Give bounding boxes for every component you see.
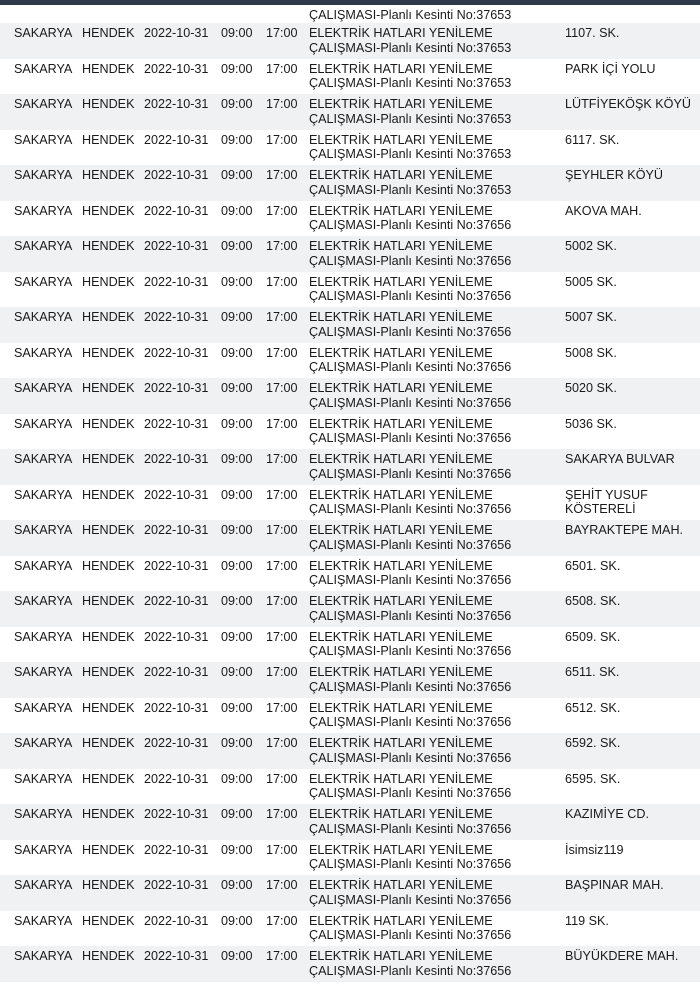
street-cell: PARK İÇİ YOLU <box>565 61 656 76</box>
il-cell: SAKARYA <box>14 842 73 857</box>
street-cell: 5008 SK. <box>565 345 617 360</box>
ilce-cell: HENDEK <box>82 381 135 395</box>
ilce-cell: HENDEK <box>82 487 135 502</box>
table-row-fragment <box>0 5 700 23</box>
start-time-cell: 09:00 <box>221 416 253 431</box>
start-time-cell: 09:00 <box>221 26 253 40</box>
table-row <box>0 236 700 272</box>
street-cell: 5007 SK. <box>565 310 617 324</box>
description-line-1: ELEKTRİK HATLARI YENİLEME <box>309 949 493 963</box>
end-time-cell: 17:00 <box>266 629 298 644</box>
start-time-cell: 09:00 <box>221 913 253 928</box>
description-line-1: ELEKTRİK HATLARI YENİLEME <box>309 132 493 147</box>
table-row <box>0 840 700 876</box>
description-line-2: ÇALIŞMASI-Planlı Kesinti No:37656 <box>309 537 512 552</box>
date-cell: 2022-10-31 <box>144 842 209 857</box>
description-line-2: ÇALIŞMASI-Planlı Kesinti No:37656 <box>309 679 512 694</box>
ilce-cell: HENDEK <box>82 558 135 573</box>
description-line-2: ÇALIŞMASI-Planlı Kesinti No:37656 <box>309 644 512 658</box>
start-time-cell: 09:00 <box>221 381 253 395</box>
table-row <box>0 911 700 947</box>
description-line-2: ÇALIŞMASI-Planlı Kesinti No:37656 <box>309 573 512 587</box>
table-row <box>0 449 700 485</box>
date-cell: 2022-10-31 <box>144 523 209 537</box>
street-cell: KAZIMİYE CD. <box>565 807 649 821</box>
table-row <box>0 94 700 130</box>
description-cell <box>309 310 511 339</box>
description-line-1: ELEKTRİK HATLARI YENİLEME <box>309 594 493 608</box>
start-time-cell: 09:00 <box>221 629 253 644</box>
end-time-cell: 17:00 <box>266 487 298 502</box>
table-row <box>0 59 700 95</box>
description-line-1: ELEKTRİK HATLARI YENİLEME <box>309 807 493 821</box>
description-cell <box>309 417 511 446</box>
description-line-1: ELEKTRİK HATLARI YENİLEME <box>309 700 493 715</box>
street-cell: BAŞPINAR MAH. <box>565 878 664 892</box>
date-cell: 2022-10-31 <box>144 807 209 821</box>
end-time-cell: 17:00 <box>266 416 298 431</box>
il-cell: SAKARYA <box>14 132 73 147</box>
description-line-1: ELEKTRİK HATLARI YENİLEME <box>309 274 493 289</box>
start-time-cell: 09:00 <box>221 310 253 324</box>
il-cell: SAKARYA <box>14 61 73 76</box>
end-time-cell: 17:00 <box>266 381 298 395</box>
description-line-1: ELEKTRİK HATLARI YENİLEME <box>309 842 493 857</box>
end-time-cell: 17:00 <box>266 771 298 786</box>
date-cell: 2022-10-31 <box>144 949 209 963</box>
start-time-cell: 09:00 <box>221 807 253 821</box>
description-cell <box>309 346 511 375</box>
table-row <box>0 165 700 201</box>
start-time-cell: 09:00 <box>221 523 253 537</box>
description-line-1: ELEKTRİK HATLARI YENİLEME <box>309 771 493 786</box>
table-row <box>0 414 700 450</box>
description-cell <box>309 452 511 481</box>
description-line-1: ELEKTRİK HATLARI YENİLEME <box>309 345 493 360</box>
description-line-2: ÇALIŞMASI-Planlı Kesinti No:37656 <box>309 963 512 978</box>
end-time-cell: 17:00 <box>266 274 298 289</box>
start-time-cell: 09:00 <box>221 665 253 679</box>
il-cell: SAKARYA <box>14 26 73 40</box>
street-cell: 1107. SK. <box>565 26 620 40</box>
il-cell: SAKARYA <box>14 168 73 182</box>
description-line-2: ÇALIŞMASI-Planlı Kesinti No:37656 <box>309 360 512 374</box>
description-cell <box>309 204 511 233</box>
start-time-cell: 09:00 <box>221 487 253 502</box>
description-line-2: ÇALIŞMASI-Planlı Kesinti No:37656 <box>309 750 512 765</box>
il-cell: SAKARYA <box>14 452 73 466</box>
date-cell: 2022-10-31 <box>144 132 209 147</box>
description-line-1: ELEKTRİK HATLARI YENİLEME <box>309 878 493 892</box>
start-time-cell: 09:00 <box>221 203 253 218</box>
date-cell: 2022-10-31 <box>144 381 209 395</box>
street-cell: 5036 SK. <box>565 416 617 431</box>
table-row <box>0 733 700 769</box>
il-cell: SAKARYA <box>14 97 73 111</box>
date-cell: 2022-10-31 <box>144 878 209 892</box>
ilce-cell: HENDEK <box>82 132 135 147</box>
ilce-cell: HENDEK <box>82 310 135 324</box>
table-row <box>0 591 700 627</box>
end-time-cell: 17:00 <box>266 26 298 40</box>
end-time-cell: 17:00 <box>266 310 298 324</box>
date-cell: 2022-10-31 <box>144 61 209 76</box>
ilce-cell: HENDEK <box>82 665 135 679</box>
description-cell <box>309 843 511 872</box>
il-cell: SAKARYA <box>14 523 73 537</box>
description-line-1: ELEKTRİK HATLARI YENİLEME <box>309 523 493 537</box>
description-line-2: ÇALIŞMASI-Planlı Kesinti No:37653 <box>309 76 512 90</box>
end-time-cell: 17:00 <box>266 913 298 928</box>
il-cell: SAKARYA <box>14 913 73 928</box>
street-cell: 6508. SK. <box>565 594 621 608</box>
start-time-cell: 09:00 <box>221 558 253 573</box>
description-line-2: ÇALIŞMASI-Planlı Kesinti No:37656 <box>309 608 512 623</box>
description-cell <box>309 630 511 659</box>
table-row <box>0 627 700 663</box>
table-row <box>0 23 700 59</box>
description-cell <box>309 133 511 162</box>
table-row <box>0 307 700 343</box>
ilce-cell: HENDEK <box>82 842 135 857</box>
street-cell: 6511. SK. <box>565 665 620 679</box>
description-line-1: ELEKTRİK HATLARI YENİLEME <box>309 558 493 573</box>
ilce-cell: HENDEK <box>82 61 135 76</box>
end-time-cell: 17:00 <box>266 203 298 218</box>
description-line-2: ÇALIŞMASI-Planlı Kesinti No:37653 <box>309 40 512 55</box>
description-line-2: ÇALIŞMASI-Planlı Kesinti No:37653 <box>309 147 512 161</box>
description-line-2: ÇALIŞMASI-Planlı Kesinti No:37656 <box>309 395 512 410</box>
il-cell: SAKARYA <box>14 771 73 786</box>
table-row <box>0 556 700 592</box>
end-time-cell: 17:00 <box>266 132 298 147</box>
start-time-cell: 09:00 <box>221 345 253 360</box>
description-cell <box>309 62 511 91</box>
date-cell: 2022-10-31 <box>144 629 209 644</box>
outage-table <box>0 5 700 982</box>
street-cell: ŞEHİT YUSUF KÖSTERELİ <box>565 487 648 516</box>
description-line-1: ELEKTRİK HATLARI YENİLEME <box>309 239 493 253</box>
table-row <box>0 875 700 911</box>
il-cell: SAKARYA <box>14 310 73 324</box>
il-cell: SAKARYA <box>14 558 73 573</box>
ilce-cell: HENDEK <box>82 629 135 644</box>
ilce-cell: HENDEK <box>82 700 135 715</box>
start-time-cell: 09:00 <box>221 736 253 750</box>
start-time-cell: 09:00 <box>221 878 253 892</box>
ilce-cell: HENDEK <box>82 97 135 111</box>
il-cell: SAKARYA <box>14 381 73 395</box>
date-cell: 2022-10-31 <box>144 416 209 431</box>
description-line-2: ÇALIŞMASI-Planlı Kesinti No:37656 <box>309 892 512 907</box>
il-cell: SAKARYA <box>14 629 73 644</box>
ilce-cell: HENDEK <box>82 274 135 289</box>
description-cell <box>309 772 511 801</box>
description-line-1: ELEKTRİK HATLARI YENİLEME <box>309 452 493 466</box>
street-cell: BÜYÜKDERE MAH. <box>565 949 679 963</box>
description-cell <box>309 807 511 836</box>
start-time-cell: 09:00 <box>221 842 253 857</box>
end-time-cell: 17:00 <box>266 736 298 750</box>
street-cell: 5020 SK. <box>565 381 617 395</box>
start-time-cell: 09:00 <box>221 274 253 289</box>
end-time-cell: 17:00 <box>266 949 298 963</box>
ilce-cell: HENDEK <box>82 345 135 360</box>
start-time-cell: 09:00 <box>221 700 253 715</box>
description-line-2: ÇALIŞMASI-Planlı Kesinti No:37656 <box>309 715 512 729</box>
description-line-1: ELEKTRİK HATLARI YENİLEME <box>309 416 493 431</box>
description-line-2: ÇALIŞMASI-Planlı Kesinti No:37656 <box>309 253 512 268</box>
end-time-cell: 17:00 <box>266 239 298 253</box>
street-cell: 6509. SK. <box>565 629 621 644</box>
date-cell: 2022-10-31 <box>144 594 209 608</box>
description-line-2: ÇALIŞMASI-Planlı Kesinti No:37656 <box>309 502 512 516</box>
street-cell: LÜTFİYEKÖŞK KÖYÜ <box>565 97 691 111</box>
description-cell <box>309 168 511 197</box>
description-line-2: ÇALIŞMASI-Planlı Kesinti No:37656 <box>309 786 512 800</box>
start-time-cell: 09:00 <box>221 61 253 76</box>
end-time-cell: 17:00 <box>266 61 298 76</box>
il-cell: SAKARYA <box>14 665 73 679</box>
table-row <box>0 201 700 237</box>
ilce-cell: HENDEK <box>82 416 135 431</box>
il-cell: SAKARYA <box>14 416 73 431</box>
street-cell: 6595. SK. <box>565 771 621 786</box>
description-cell <box>309 701 511 730</box>
end-time-cell: 17:00 <box>266 168 298 182</box>
description-line-1: ELEKTRİK HATLARI YENİLEME <box>309 61 493 76</box>
description-line-1: ELEKTRİK HATLARI YENİLEME <box>309 168 493 182</box>
date-cell: 2022-10-31 <box>144 771 209 786</box>
description-line-2: ÇALIŞMASI-Planlı Kesinti No:37653 <box>309 111 512 126</box>
description-line-1: ELEKTRİK HATLARI YENİLEME <box>309 310 493 324</box>
end-time-cell: 17:00 <box>266 452 298 466</box>
table-row <box>0 520 700 556</box>
street-cell: 6592. SK. <box>565 736 621 750</box>
start-time-cell: 09:00 <box>221 594 253 608</box>
table-row <box>0 804 700 840</box>
description-line-1: ELEKTRİK HATLARI YENİLEME <box>309 487 493 502</box>
end-time-cell: 17:00 <box>266 345 298 360</box>
ilce-cell: HENDEK <box>82 26 135 40</box>
description-line-1: ELEKTRİK HATLARI YENİLEME <box>309 629 493 644</box>
table-row <box>0 698 700 734</box>
il-cell: SAKARYA <box>14 203 73 218</box>
end-time-cell: 17:00 <box>266 700 298 715</box>
ilce-cell: HENDEK <box>82 239 135 253</box>
description-cell <box>309 97 511 126</box>
ilce-cell: HENDEK <box>82 168 135 182</box>
description-line-2: ÇALIŞMASI-Planlı Kesinti No:37656 <box>309 324 512 339</box>
table-row <box>0 378 700 414</box>
description-line-2: ÇALIŞMASI-Planlı Kesinti No:37656 <box>309 218 512 232</box>
description-cell <box>309 949 511 978</box>
description-cell <box>309 275 511 304</box>
description-line-2: ÇALIŞMASI-Planlı Kesinti No:37656 <box>309 928 512 942</box>
street-cell: AKOVA MAH. <box>565 203 642 218</box>
date-cell: 2022-10-31 <box>144 274 209 289</box>
street-cell: 6512. SK. <box>565 700 621 715</box>
end-time-cell: 17:00 <box>266 665 298 679</box>
ilce-cell: HENDEK <box>82 878 135 892</box>
street-cell: İsimsiz119 <box>565 842 624 857</box>
il-cell: SAKARYA <box>14 878 73 892</box>
street-cell: ŞEYHLER KÖYÜ <box>565 168 663 182</box>
description-line-1: ELEKTRİK HATLARI YENİLEME <box>309 381 493 395</box>
date-cell: 2022-10-31 <box>144 168 209 182</box>
date-cell: 2022-10-31 <box>144 913 209 928</box>
table-row <box>0 662 700 698</box>
description-line-2: ÇALIŞMASI-Planlı Kesinti No:37656 <box>309 289 512 303</box>
description-cell <box>309 26 511 55</box>
ilce-cell: HENDEK <box>82 523 135 537</box>
table-row <box>0 946 700 982</box>
street-cell: 6501. SK. <box>565 558 621 573</box>
description-line-2: ÇALIŞMASI-Planlı Kesinti No:37656 <box>309 431 512 445</box>
start-time-cell: 09:00 <box>221 132 253 147</box>
table-row <box>0 272 700 308</box>
end-time-cell: 17:00 <box>266 842 298 857</box>
description-cell <box>309 736 511 765</box>
description-cell <box>309 665 511 694</box>
description-line-1: ELEKTRİK HATLARI YENİLEME <box>309 203 493 218</box>
end-time-cell: 17:00 <box>266 594 298 608</box>
description-cell <box>309 523 511 552</box>
date-cell: 2022-10-31 <box>144 97 209 111</box>
description-line-1: ELEKTRİK HATLARI YENİLEME <box>309 26 493 40</box>
start-time-cell: 09:00 <box>221 97 253 111</box>
street-cell: SAKARYA BULVAR <box>565 452 675 466</box>
description-cell: ÇALIŞMASI-Planlı Kesinti No:37653 <box>309 8 512 22</box>
description-cell <box>309 559 511 588</box>
table-row <box>0 485 700 521</box>
table-row <box>0 769 700 805</box>
start-time-cell: 09:00 <box>221 168 253 182</box>
date-cell: 2022-10-31 <box>144 700 209 715</box>
il-cell: SAKARYA <box>14 345 73 360</box>
ilce-cell: HENDEK <box>82 949 135 963</box>
ilce-cell: HENDEK <box>82 913 135 928</box>
date-cell: 2022-10-31 <box>144 239 209 253</box>
start-time-cell: 09:00 <box>221 949 253 963</box>
table-row <box>0 130 700 166</box>
date-cell: 2022-10-31 <box>144 345 209 360</box>
start-time-cell: 09:00 <box>221 771 253 786</box>
ilce-cell: HENDEK <box>82 452 135 466</box>
start-time-cell: 09:00 <box>221 452 253 466</box>
ilce-cell: HENDEK <box>82 736 135 750</box>
description-cell <box>309 239 511 268</box>
description-line-2: ÇALIŞMASI-Planlı Kesinti No:37656 <box>309 821 512 836</box>
end-time-cell: 17:00 <box>266 807 298 821</box>
ilce-cell: HENDEK <box>82 807 135 821</box>
start-time-cell: 09:00 <box>221 239 253 253</box>
ilce-cell: HENDEK <box>82 771 135 786</box>
description-line-1: ELEKTRİK HATLARI YENİLEME <box>309 736 493 750</box>
table-row <box>0 343 700 379</box>
date-cell: 2022-10-31 <box>144 558 209 573</box>
date-cell: 2022-10-31 <box>144 203 209 218</box>
ilce-cell: HENDEK <box>82 203 135 218</box>
description-line-2: ÇALIŞMASI-Planlı Kesinti No:37656 <box>309 466 512 481</box>
description-line-1: ELEKTRİK HATLARI YENİLEME <box>309 665 493 679</box>
il-cell: SAKARYA <box>14 949 73 963</box>
il-cell: SAKARYA <box>14 594 73 608</box>
description-cell <box>309 594 511 623</box>
end-time-cell: 17:00 <box>266 97 298 111</box>
street-cell: 5005 SK. <box>565 274 617 289</box>
description-cell <box>309 914 511 943</box>
il-cell: SAKARYA <box>14 239 73 253</box>
il-cell: SAKARYA <box>14 274 73 289</box>
date-cell: 2022-10-31 <box>144 310 209 324</box>
description-cell <box>309 488 511 517</box>
il-cell: SAKARYA <box>14 807 73 821</box>
description-line-2: ÇALIŞMASI-Planlı Kesinti No:37656 <box>309 857 512 871</box>
il-cell: SAKARYA <box>14 487 73 502</box>
description-line-1: ELEKTRİK HATLARI YENİLEME <box>309 97 493 111</box>
il-cell: SAKARYA <box>14 736 73 750</box>
date-cell: 2022-10-31 <box>144 452 209 466</box>
street-cell: BAYRAKTEPE MAH. <box>565 523 684 537</box>
description-cell <box>309 878 511 907</box>
end-time-cell: 17:00 <box>266 558 298 573</box>
street-cell: 6117. SK. <box>565 132 620 147</box>
description-cell <box>309 381 511 410</box>
street-cell: 5002 SK. <box>565 239 617 253</box>
date-cell: 2022-10-31 <box>144 26 209 40</box>
date-cell: 2022-10-31 <box>144 736 209 750</box>
end-time-cell: 17:00 <box>266 878 298 892</box>
date-cell: 2022-10-31 <box>144 665 209 679</box>
end-time-cell: 17:00 <box>266 523 298 537</box>
description-line-1: ELEKTRİK HATLARI YENİLEME <box>309 913 493 928</box>
il-cell: SAKARYA <box>14 700 73 715</box>
description-line-2: ÇALIŞMASI-Planlı Kesinti No:37653 <box>309 182 512 197</box>
date-cell: 2022-10-31 <box>144 487 209 502</box>
ilce-cell: HENDEK <box>82 594 135 608</box>
street-cell: 119 SK. <box>565 913 609 928</box>
